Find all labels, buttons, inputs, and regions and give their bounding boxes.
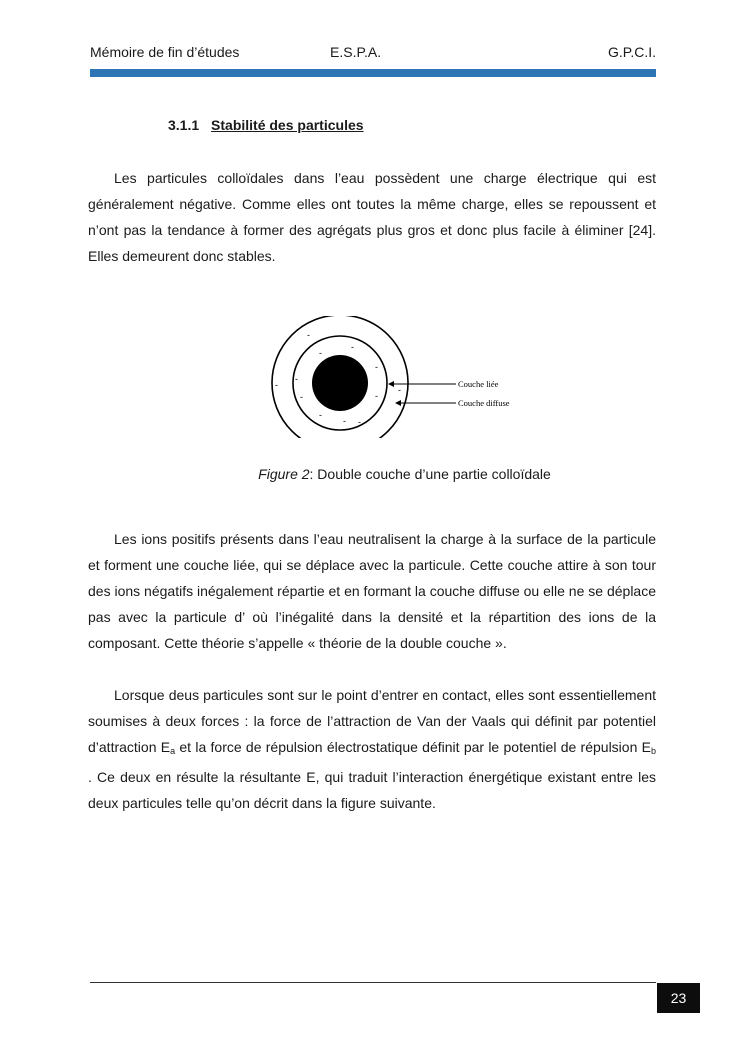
figure-caption <box>0 466 745 482</box>
caption-text: : Double couche d’une partie colloïdale <box>309 466 551 482</box>
subscript-b: b <box>650 746 656 756</box>
header-center-text: E.S.P.A. <box>330 44 382 60</box>
bound-layer-arrowhead <box>388 381 394 387</box>
svg-text:-: - <box>375 362 378 372</box>
particle-core <box>312 355 368 411</box>
header-right-text: G.P.C.I. <box>608 44 656 60</box>
page-header <box>90 44 656 64</box>
caption-prefix: Figure 2 <box>258 466 310 482</box>
svg-text:-: - <box>351 342 354 352</box>
paragraph-double-layer: Les ions positifs présents dans l’eau neutralisent la charge à la surface de la particule et forment une couche liée, qui se déplace avec la particule. Cette couche attire à son tour des ions négatifs inégalement répartie et en formant la couche diffuse ou elle ne se déplace pas avec la particule d’ où l’inégalité dans la densité et la répartition des ions de la composant. Cette théorie s’appelle « théorie de la double couche ». <box>88 531 656 651</box>
double-layer-figure <box>255 316 525 438</box>
svg-text:-: - <box>295 374 298 384</box>
header-left-text: Mémoire de fin d’études <box>90 44 240 60</box>
svg-text:-: - <box>319 348 322 358</box>
label-diffuse-layer: Couche diffuse <box>458 398 510 408</box>
paragraph-forces <box>88 682 656 816</box>
svg-text:-: - <box>307 330 310 340</box>
header-divider-bar <box>90 69 656 77</box>
section-title: Stabilité des particules <box>211 117 364 133</box>
svg-text:-: - <box>398 385 401 395</box>
svg-text:·: · <box>300 321 303 331</box>
svg-text:-: - <box>343 416 346 426</box>
subscript-a: a <box>170 746 176 756</box>
svg-text:-: - <box>375 391 378 401</box>
svg-text:-: - <box>300 392 303 402</box>
label-bound-layer: Couche liée <box>458 379 499 389</box>
forces-text-part2: et la force de répulsion électrostatique définit par le potentiel de répulsion E <box>175 739 651 755</box>
forces-text-part3: . Ce deux en résulte la résultante E, qui traduit l’interaction énergétique existant entre les deux particules telle qu’on décrit dans la figure suivante. <box>88 769 656 811</box>
diffuse-layer-arrowhead <box>395 400 401 406</box>
section-heading <box>168 117 364 133</box>
section-number: 3.1.1 <box>168 117 200 133</box>
svg-text:-: - <box>275 380 278 390</box>
forces-text-part1: Lorsque deus particules sont sur le point d’entrer en contact, elles sont essentiellement soumises à deux forces : la force de l’attraction de Van der Vaals qui définit par potentiel d’attraction E <box>88 687 656 755</box>
svg-text:-: - <box>358 417 361 427</box>
footer-divider <box>90 982 656 983</box>
svg-text:-: - <box>319 410 322 420</box>
double-layer-diagram <box>255 316 525 438</box>
page-number: 23 <box>657 983 700 1013</box>
paragraph-stability-intro: Les particules colloïdales dans l’eau possèdent une charge électrique qui est généralement négative. Comme elles ont toutes la même charge, elles se repoussent et n’ont pas la tendance à former des agrégats plus gros et donc plus facile à éliminer [24]. Elles demeurent donc stables. <box>88 170 656 264</box>
